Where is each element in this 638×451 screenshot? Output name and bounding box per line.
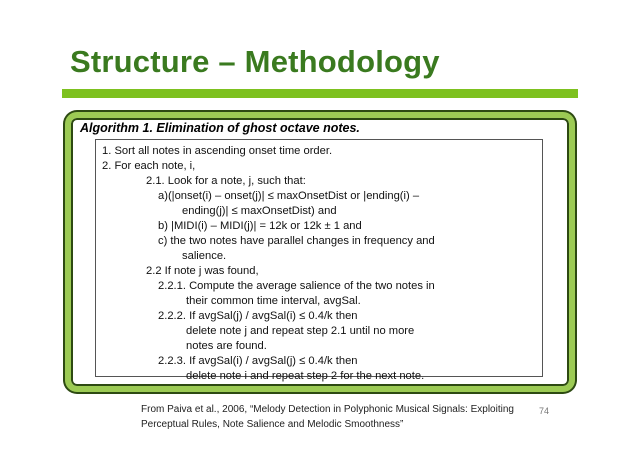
algo-line: delete note j and repeat step 2.1 until no more <box>186 325 415 337</box>
algo-line: c) the two notes have parallel changes in frequency and <box>158 235 435 247</box>
algo-line: b) |MIDI(i) – MIDI(j)| = 12k or 12k ± 1 and <box>158 220 362 232</box>
algo-line: 2. For each note, i, <box>102 160 196 172</box>
algo-line: 2.2.3. If avgSal(i) / avgSal(j) ≤ 0.4/k then <box>158 355 358 367</box>
title-accent-bar <box>62 89 578 98</box>
algo-line: salience. <box>182 250 227 262</box>
algo-line: ending(j)| ≤ maxOnsetDist) and <box>182 205 337 217</box>
citation-line: Perceptual Rules, Note Salience and Melodic Smoothness” <box>141 419 404 430</box>
algo-line: 2.2 If note j was found, <box>146 265 259 277</box>
algo-line: 2.1. Look for a note, j, such that: <box>146 175 306 187</box>
algorithm-heading: Algorithm 1. Elimination of ghost octave notes. <box>80 121 360 135</box>
algo-line: 2.2.1. Compute the average salience of the two notes in <box>158 280 435 292</box>
citation-line: From Paiva et al., 2006, “Melody Detection in Polyphonic Musical Signals: Exploiting <box>141 404 514 415</box>
page-number: 74 <box>539 406 550 416</box>
citation <box>141 402 514 432</box>
algo-line: their common time interval, avgSal. <box>186 295 361 307</box>
algo-line: 2.2.2. If avgSal(j) / avgSal(i) ≤ 0.4/k then <box>158 310 358 322</box>
algo-line: delete note i and repeat step 2 for the next note. <box>186 370 425 382</box>
algo-line: 1. Sort all notes in ascending onset time order. <box>102 145 333 157</box>
slide-title: Structure – Methodology <box>70 44 440 79</box>
algo-line: notes are found. <box>186 340 267 352</box>
algo-line: a)(|onset(i) – onset(j)| ≤ maxOnsetDist or |ending(i) – <box>158 190 420 202</box>
